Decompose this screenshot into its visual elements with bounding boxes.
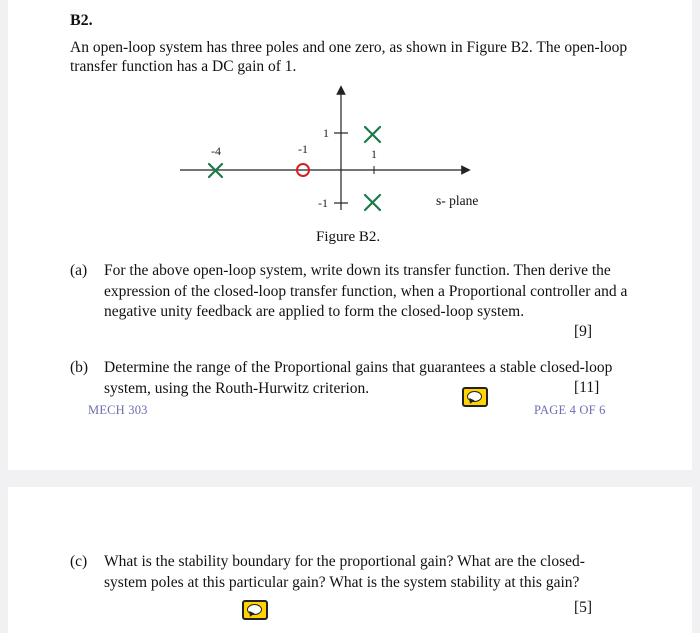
tick-label-y-pos1: 1 [323,126,329,140]
comment-note-icon[interactable] [462,387,488,407]
question-c-marks: [5] [574,599,593,616]
question-b-text: Determine the range of the Proportional gains that guarantees a stable closed-loop system, using the Routh-Hurwitz criterion. [104,359,613,397]
s-plane-label: s- plane [436,193,479,208]
question-a-text: For the above open-loop system, write down its transfer function. Then derive the expression of the closed-loop transfer function, when a Proportional controller and a negative unity feedback are applied to form the closed-loop system. [104,262,628,320]
question-a-marks: [9] [574,323,593,340]
pole-at-1-minus-j [365,195,380,210]
document-page-4 [8,0,692,470]
footer-page-number: PAGE 4 OF 6 [534,403,606,417]
pole-at-1-plus-j [365,127,380,142]
tick-label-x-neg1: -1 [298,142,308,156]
comment-note-icon-2[interactable] [242,600,268,620]
question-c-text: What is the stability boundary for the proportional gain? What are the closed-system poles at this particular gain? What is the system stability at this gain? [104,553,585,591]
question-b-marks: [11] [574,379,600,396]
footer-course-code: MECH 303 [88,403,148,417]
question-c-label: (c) [70,553,88,570]
question-intro-text: An open-loop system has three poles and one zero, as shown in Figure B2. The open-loop transfer function has a DC gain of 1. [70,39,628,75]
question-a-label: (a) [70,262,88,279]
tick-label-x-neg4: -4 [211,144,221,158]
question-b-label: (b) [70,359,89,376]
tick-label-x-pos1: 1 [371,147,377,161]
question-heading: B2. [70,12,93,29]
document-page-5 [8,487,692,633]
figure-caption: Figure B2. [316,229,381,245]
tick-label-y-neg1: -1 [318,196,328,210]
